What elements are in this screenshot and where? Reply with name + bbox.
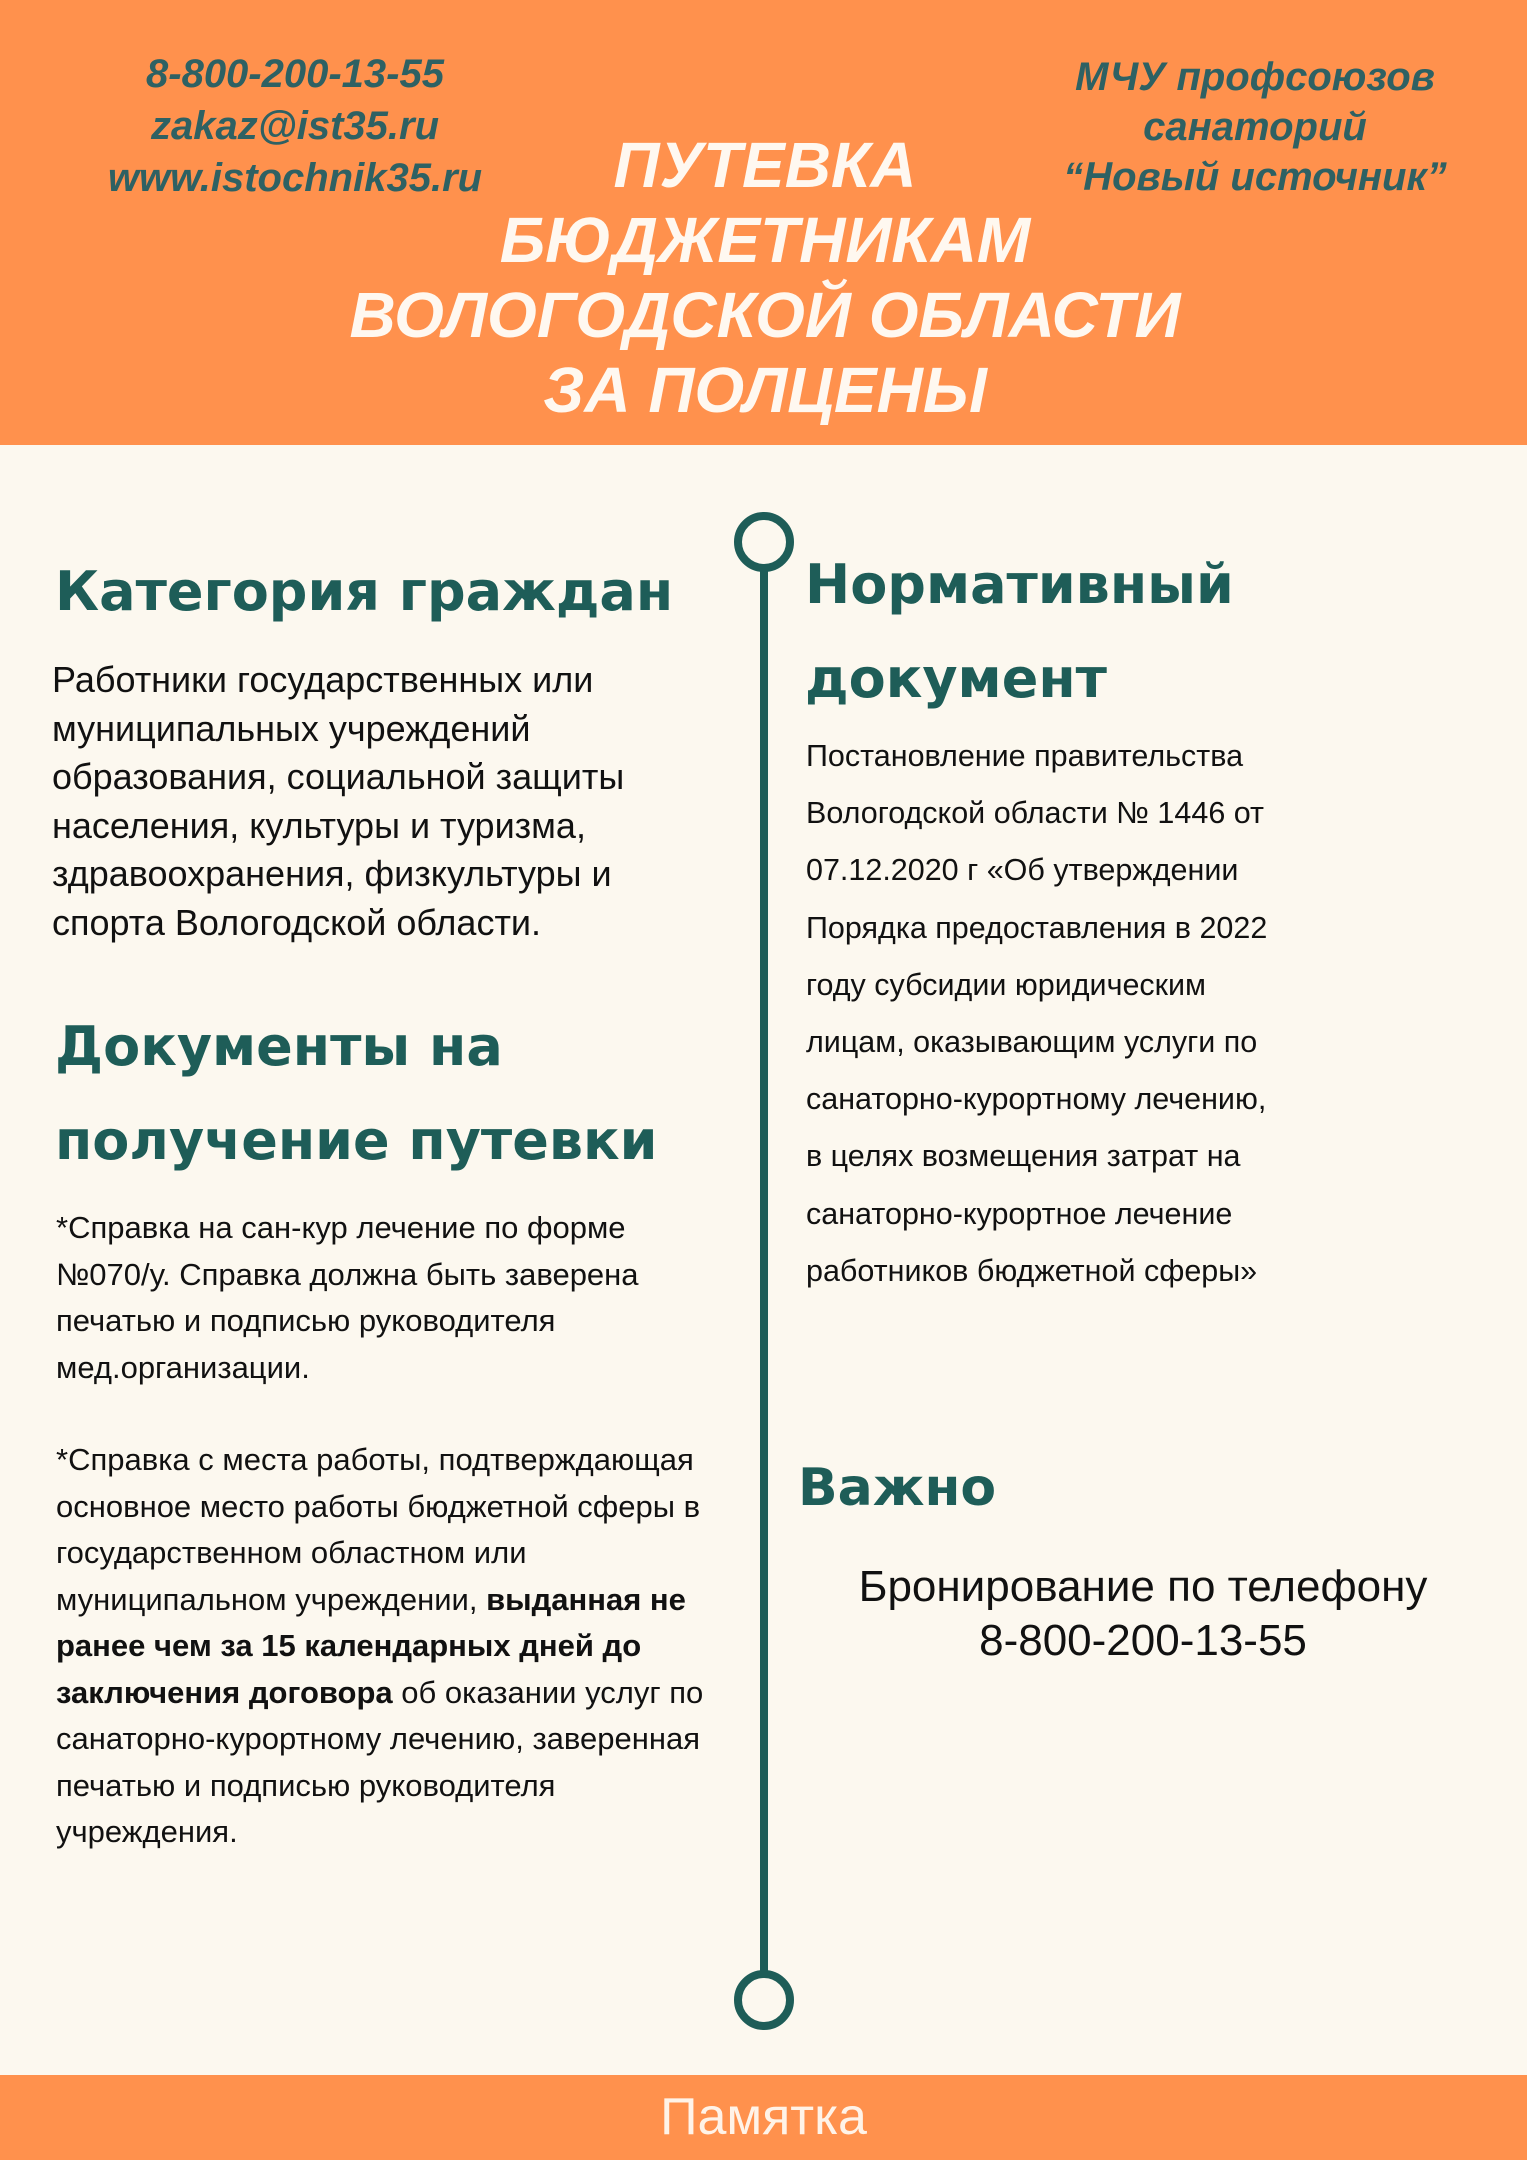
org-line-2: санаторий — [1143, 105, 1367, 149]
documents-heading: Документы на получение путевки — [55, 1015, 658, 1172]
normative-text — [806, 728, 1426, 1300]
normative-line: Порядка предоставления в 2022 — [806, 910, 1268, 945]
normative-heading: Нормативный документ — [805, 553, 1234, 710]
timeline-line — [760, 562, 768, 1974]
org-line-1: МЧУ профсоюзов — [1075, 55, 1435, 99]
normative-line: в целях возмещения затрат на — [806, 1139, 1241, 1174]
documents-item-2-part-2: об оказании услуг по санаторно-курортному лечению, заверенная печатью и подписью руководителя учреждения. — [56, 1674, 704, 1849]
normative-line: санаторно-курортное лечение — [806, 1196, 1233, 1231]
normative-line: 07.12.2020 г «Об утверждении — [806, 853, 1239, 888]
title-line-2: БЮДЖЕТНИКАМ — [499, 204, 1031, 276]
footer-banner — [0, 2075, 1527, 2160]
booking-label: Бронирование по телефону — [858, 1562, 1428, 1611]
org-line-3: “Новый источник” — [1063, 155, 1447, 199]
category-heading: Категория граждан — [55, 560, 674, 623]
contact-phone[interactable]: 8-800-200-13-55 — [146, 52, 444, 96]
important-heading: Важно — [798, 1458, 997, 1518]
normative-line: лицам, оказывающим услуги по — [806, 1025, 1258, 1060]
paragraph-gap — [56, 1391, 716, 1437]
documents-item-2-part-1: *Справка с места работы, подтверждающая основное место работы бюджетной сферы в государственном областном или муниципальном учреждении, — [56, 1442, 701, 1617]
normative-line: работников бюджетной сферы» — [806, 1253, 1258, 1288]
page-title — [280, 128, 1250, 428]
title-line-4: ЗА ПОЛЦЕНЫ — [543, 354, 987, 426]
timeline-dot-top — [734, 512, 794, 572]
normative-line: Вологодской области № 1446 от — [806, 796, 1265, 831]
documents-text — [56, 1205, 716, 1856]
normative-line: году субсидии юридическим — [806, 967, 1207, 1002]
documents-item-2-bold: выданная не ранее чем за 15 календарных дней до заключения договора — [56, 1581, 686, 1710]
normative-line: санаторно-курортному лечению, — [806, 1082, 1267, 1117]
category-text: Работники государственных или муниципальных учреждений образования, социальной защиты населения, культуры и туризма, здравоохранения, физкультуры и спорта Вологодской области. — [52, 659, 625, 943]
title-line-1: ПУТЕВКА — [613, 129, 917, 201]
footer-label: Памятка — [660, 2088, 867, 2146]
booking-block — [820, 1560, 1466, 1668]
documents-item-2 — [56, 1437, 716, 1856]
normative-line: Постановление правительства — [806, 739, 1244, 773]
header-banner — [0, 0, 1527, 445]
contact-website[interactable]: www.istochnik35.ru — [107, 156, 483, 200]
timeline-dot-bottom — [734, 1970, 794, 2030]
title-line-3: ВОЛОГОДСКОЙ ОБЛАСТИ — [349, 279, 1181, 351]
documents-item-1: *Справка на сан-кур лечение по форме №070/у. Справка должна быть заверена печатью и подписью руководителя мед.организации. — [56, 1210, 639, 1385]
contact-email[interactable]: zakaz@ist35.ru — [150, 104, 440, 148]
booking-phone[interactable]: 8-800-200-13-55 — [979, 1616, 1307, 1665]
